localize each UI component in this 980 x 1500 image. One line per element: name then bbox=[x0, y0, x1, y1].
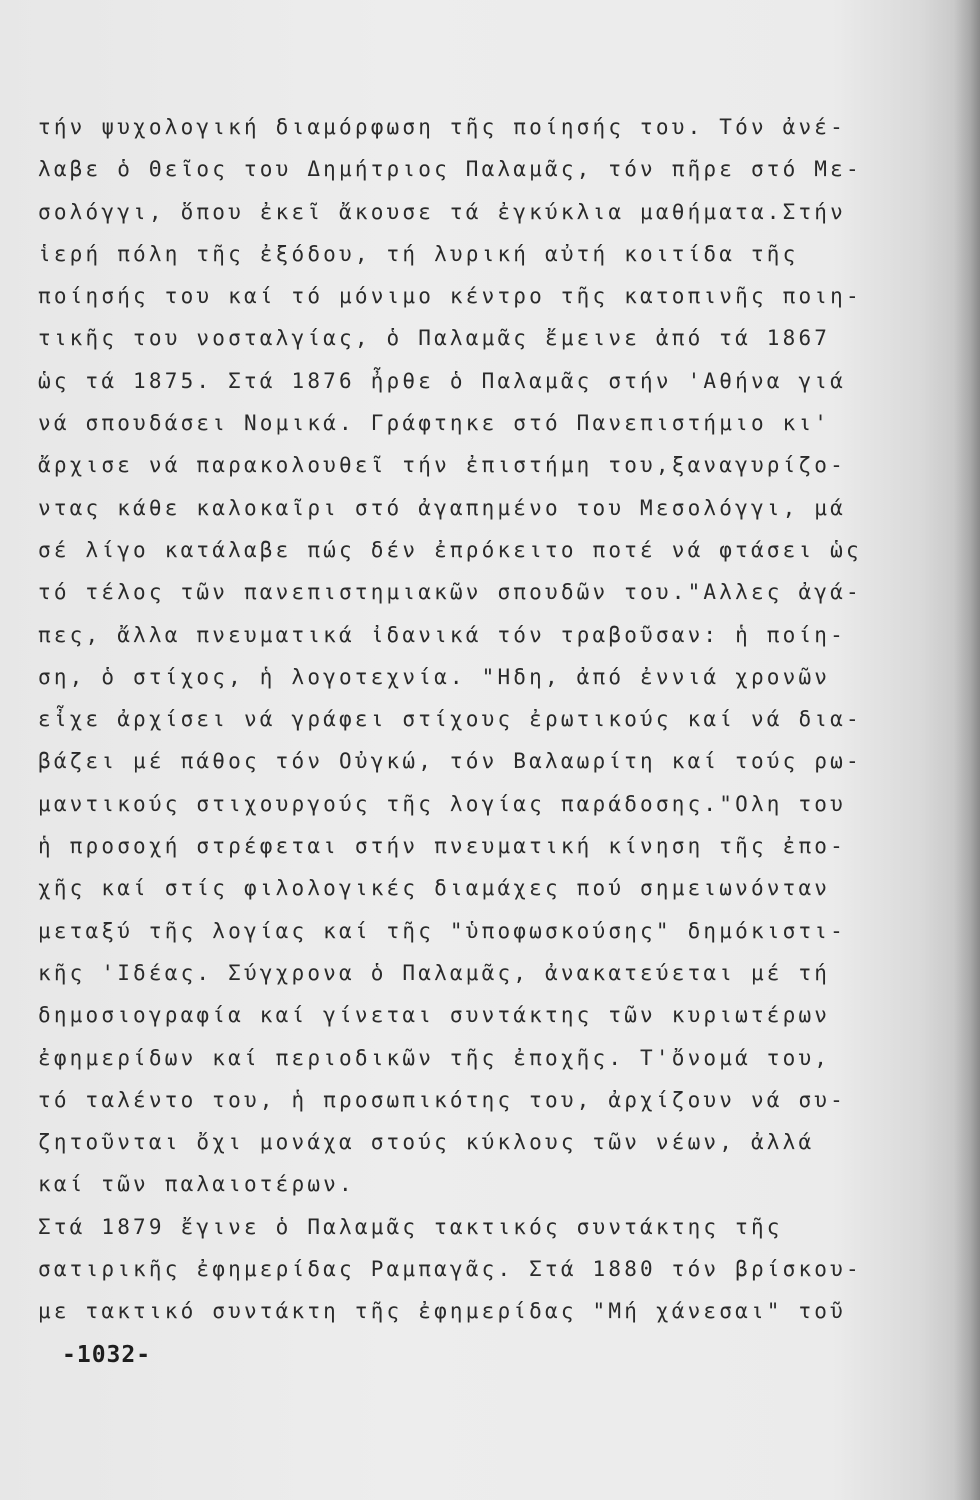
text-line: λαβε ὁ Θεῖος του Δημήτριος Παλαμᾶς, τόν πῆρε στό Με- bbox=[38, 157, 862, 182]
text-line: πες, ἄλλα πνευματικά ἰδανικά τόν τραβοῦσαν: ἡ ποίη- bbox=[38, 622, 846, 647]
page-edge-shadow bbox=[954, 0, 980, 1500]
text-line: με τακτικό συντάκτη τῆς ἐφημερίδας "Μή χάνεσαι" τοῦ bbox=[38, 1299, 846, 1324]
text-line: σατιρικῆς ἐφημερίδας Ραμπαγᾶς. Στά 1880 τόν βρίσκου- bbox=[38, 1257, 862, 1282]
text-line: τήν ψυχολογική διαμόρφωση τῆς ποίησής του. Τόν ἀνέ- bbox=[38, 115, 846, 139]
text-line: μαντικούς στιχουργούς τῆς λογίας παράδοσης."Ολη του bbox=[38, 791, 846, 816]
text-line: ἡ προσοχή στρέφεται στήν πνευματική κίνηση τῆς ἐπο- bbox=[38, 834, 846, 859]
text-line: τικῆς του νοσταλγίας, ὁ Παλαμᾶς ἔμεινε ἀπό τά 1867 bbox=[38, 326, 831, 351]
page-number: -1032- bbox=[62, 1342, 152, 1368]
text-line: δημοσιογραφία καί γίνεται συντάκτης τῶν κυριωτέρων bbox=[38, 1003, 831, 1028]
text-line: βάζει μέ πάθος τόν Οὐγκώ, τόν Βαλαωρίτη καί τούς ρω- bbox=[38, 749, 862, 774]
text-line: μεταξύ τῆς λογίας καί τῆς "ὑποφωσκούσης" δημόκιστι- bbox=[38, 918, 846, 943]
text-line: ἐφημερίδων καί περιοδικῶν τῆς ἐποχῆς. Τ'ὄνομά του, bbox=[38, 1045, 831, 1070]
text-line: ὡς τά 1875. Στά 1876 ἦρθε ὁ Παλαμᾶς στήν 'Αθήνα γιά bbox=[38, 368, 846, 393]
text-line: σολόγγι, ὅπου ἐκεῖ ἄκουσε τά ἐγκύκλια μαθήματα.Στήν bbox=[38, 199, 846, 224]
text-line: ζητοῦνται ὄχι μονάχα στούς κύκλους τῶν νέων, ἀλλά bbox=[38, 1130, 815, 1155]
text-line: χῆς καί στίς φιλολογικές διαμάχες πού σημειωνόνταν bbox=[38, 876, 831, 901]
text-line: Στά 1879 ἔγινε ὁ Παλαμᾶς τακτικός συντάκτης τῆς bbox=[38, 1214, 783, 1239]
text-line: τό ταλέντο του, ἡ προσωπικότης του, ἀρχίζουν νά συ- bbox=[38, 1087, 846, 1112]
text-line: τό τέλος τῶν πανεπιστημιακῶν σπουδῶν του."Αλλες ἀγά- bbox=[38, 580, 862, 605]
text-line: ντας κάθε καλοκαῖρι στό ἀγαπημένο του Μεσολόγγι, μά bbox=[38, 495, 846, 520]
text-line: σέ λίγο κατάλαβε πώς δέν ἐπρόκειτο ποτέ νά φτάσει ὡς bbox=[38, 537, 862, 562]
text-line: καί τῶν παλαιοτέρων. bbox=[38, 1172, 355, 1197]
text-line: ση, ὁ στίχος, ἡ λογοτεχνία. "Ηδη, ἀπό ἐννιά χρονῶν bbox=[38, 664, 831, 689]
text-line: ἄρχισε νά παρακολουθεῖ τήν ἐπιστήμη του,ξαναγυρίζο- bbox=[38, 453, 846, 478]
text-line: νά σπουδάσει Νομικά. Γράφτηκε στό Πανεπιστήμιο κι' bbox=[38, 411, 831, 436]
text-line: ἱερή πόλη τῆς ἐξόδου, τή λυρική αὐτή κοιτίδα τῆς bbox=[38, 241, 799, 266]
text-line: κῆς 'Ιδέας. Σύγχρονα ὁ Παλαμᾶς, ἀνακατεύεται μέ τή bbox=[38, 960, 831, 985]
text-line: ποίησής του καί τό μόνιμο κέντρο τῆς κατοπινῆς ποιη- bbox=[38, 284, 862, 309]
text-line: εἶχε ἀρχίσει νά γράφει στίχους ἐρωτικούς καί νά δια- bbox=[38, 707, 862, 732]
body-text bbox=[38, 106, 918, 1333]
